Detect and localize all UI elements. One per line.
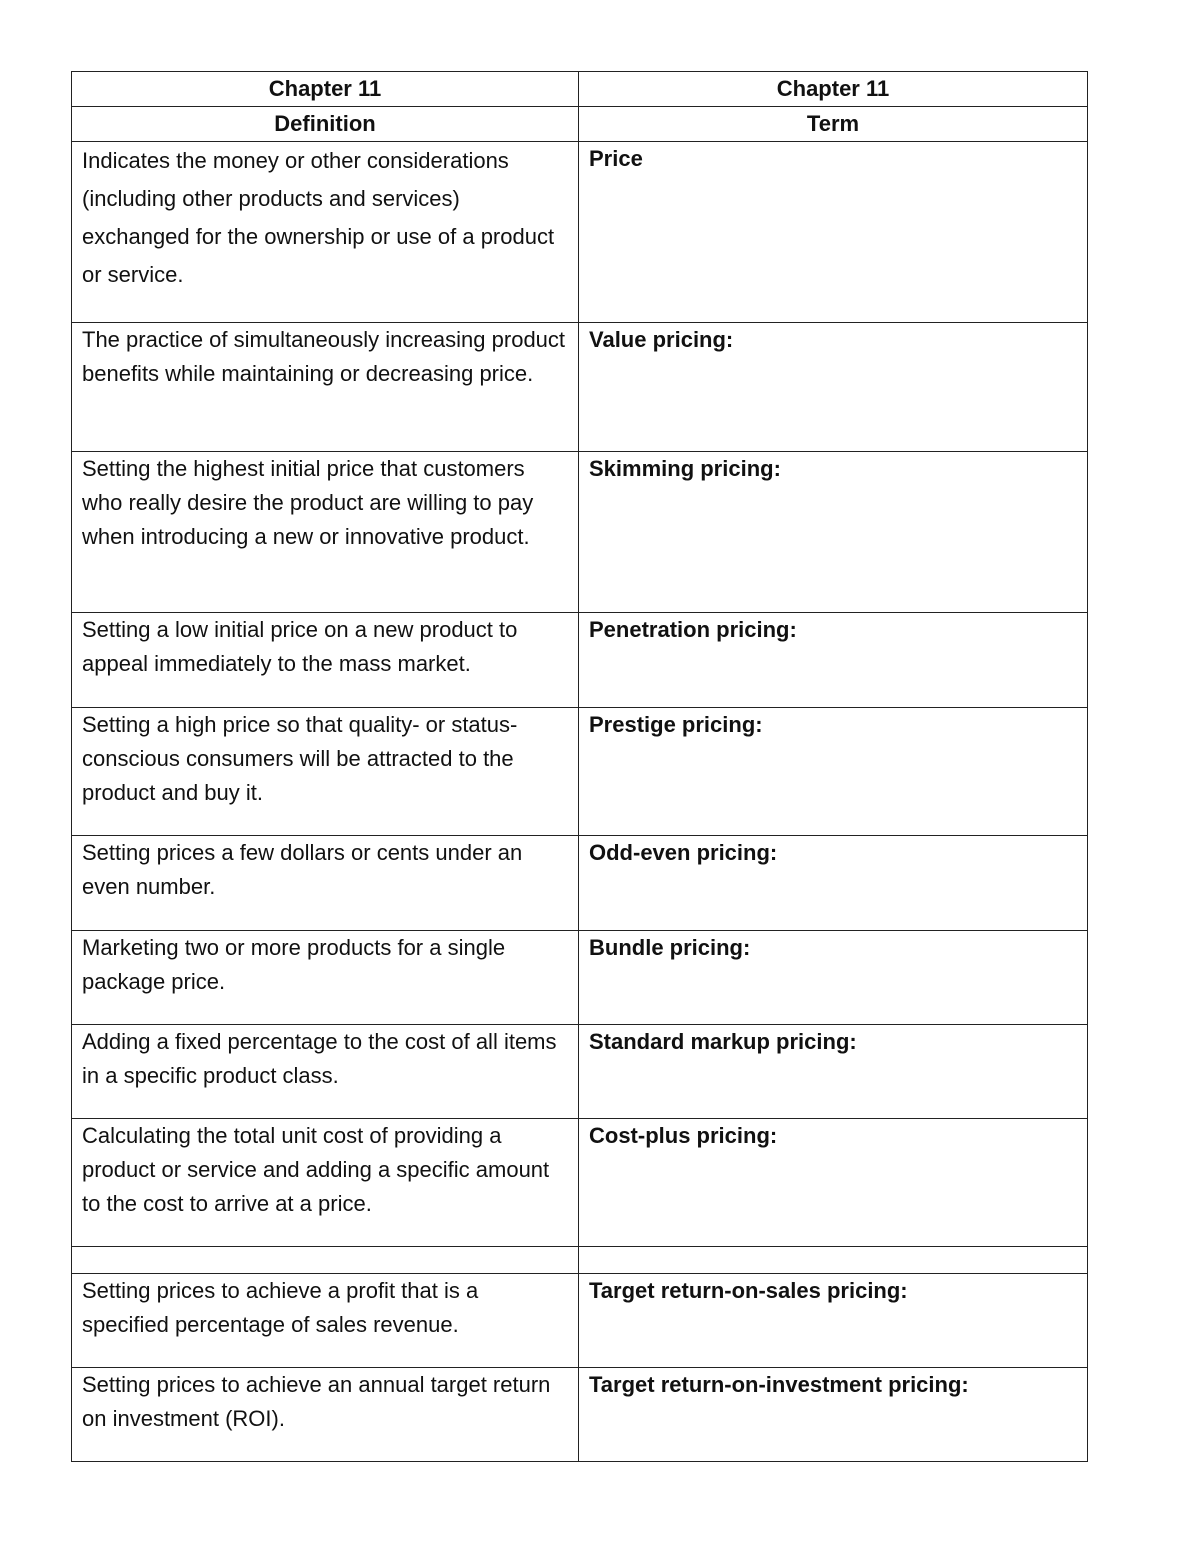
- table-row: [72, 613, 1088, 708]
- right-chapter-heading: Chapter 11: [579, 72, 1088, 107]
- term-cell: Odd-even pricing:: [579, 836, 1088, 931]
- definition-cell: Setting prices a few dollars or cents under an even number.: [72, 836, 579, 931]
- left-chapter-heading: Chapter 11: [72, 72, 579, 107]
- term-cell: Penetration pricing:: [579, 613, 1088, 708]
- definition-cell: [72, 1247, 579, 1274]
- term-cell: Skimming pricing:: [579, 452, 1088, 613]
- term-cell: Cost-plus pricing:: [579, 1119, 1088, 1247]
- chapter-header-row: [72, 72, 1088, 107]
- definitions-table: [71, 71, 1088, 1462]
- table-row: [72, 1119, 1088, 1247]
- definition-cell: Marketing two or more products for a single package price.: [72, 931, 579, 1025]
- term-cell: Prestige pricing:: [579, 708, 1088, 836]
- definition-cell: Setting a high price so that quality- or status-conscious consumers will be attracted to the product and buy it.: [72, 708, 579, 836]
- term-cell: [579, 1247, 1088, 1274]
- definition-cell: The practice of simultaneously increasing product benefits while maintaining or decreasing price.: [72, 323, 579, 452]
- table-row: [72, 142, 1088, 323]
- term-cell: Price: [579, 142, 1088, 323]
- column-header-row: [72, 107, 1088, 142]
- term-cell: Standard markup pricing:: [579, 1025, 1088, 1119]
- definition-cell: Setting prices to achieve a profit that is a specified percentage of sales revenue.: [72, 1274, 579, 1368]
- table-row: [72, 1368, 1088, 1462]
- table-row: [72, 836, 1088, 931]
- definition-cell: Calculating the total unit cost of providing a product or service and adding a specific amount to the cost to arrive at a price.: [72, 1119, 579, 1247]
- table-row: [72, 323, 1088, 452]
- table-row: [72, 1274, 1088, 1368]
- term-column-header: Term: [579, 107, 1088, 142]
- definition-cell: Setting a low initial price on a new product to appeal immediately to the mass market.: [72, 613, 579, 708]
- table-row: [72, 931, 1088, 1025]
- empty-row: [72, 1247, 1088, 1274]
- term-cell: Target return-on-investment pricing:: [579, 1368, 1088, 1462]
- definition-column-header: Definition: [72, 107, 579, 142]
- term-cell: Value pricing:: [579, 323, 1088, 452]
- table-row: [72, 1025, 1088, 1119]
- definition-cell: Adding a fixed percentage to the cost of all items in a specific product class.: [72, 1025, 579, 1119]
- table-row: [72, 452, 1088, 613]
- term-cell: Target return-on-sales pricing:: [579, 1274, 1088, 1368]
- definition-cell: Setting prices to achieve an annual target return on investment (ROI).: [72, 1368, 579, 1462]
- table-row: [72, 708, 1088, 836]
- term-cell: Bundle pricing:: [579, 931, 1088, 1025]
- definition-cell: Setting the highest initial price that customers who really desire the product are willing to pay when introducing a new or innovative product.: [72, 452, 579, 613]
- definition-cell: Indicates the money or other considerations (including other products and services) exchanged for the ownership or use of a product or service.: [72, 142, 579, 323]
